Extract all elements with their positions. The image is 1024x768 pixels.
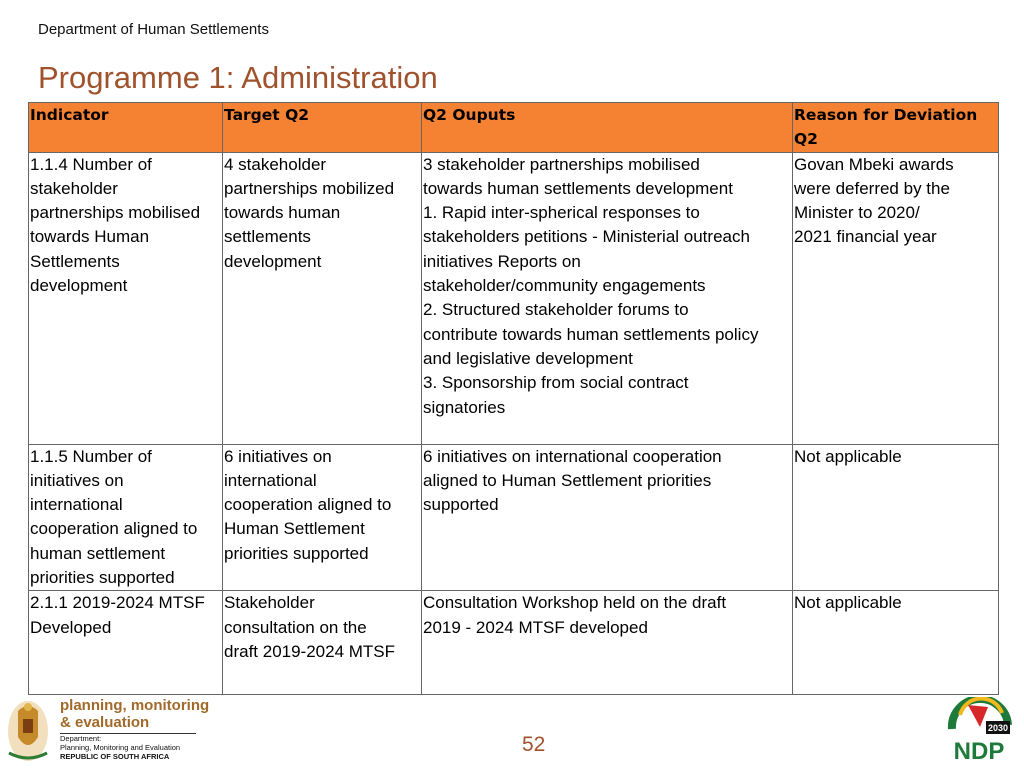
cell-line: signatories xyxy=(423,397,506,417)
cell-line: stakeholder xyxy=(30,178,118,198)
cell-line: 2.1.1 2019-2024 MTSF xyxy=(30,593,205,613)
cell-line: human settlement xyxy=(30,543,166,563)
cell-line: stakeholder/community engagements xyxy=(423,276,706,296)
cell-line: 1.1.5 Number of xyxy=(30,446,152,466)
cell-line: initiatives on xyxy=(30,470,124,490)
slide-title: Programme 1: Administration xyxy=(38,60,438,95)
programme-table xyxy=(28,102,999,695)
cell-target xyxy=(223,152,422,444)
cell-line: priorities supported xyxy=(30,568,175,588)
header-line: Reason for Deviation xyxy=(794,106,978,124)
cell-line: 3. Sponsorship from social contract xyxy=(423,373,689,393)
logo-title-line: & evaluation xyxy=(60,714,150,731)
cell-line: partnerships mobilized xyxy=(224,178,395,198)
cell-line: Not applicable xyxy=(794,593,902,613)
column-header-indicator: Indicator xyxy=(29,103,223,153)
cell-line: international xyxy=(224,470,317,490)
cell-line: contribute towards human settlements policy xyxy=(423,324,759,344)
column-header-target: Target Q2 xyxy=(223,103,422,153)
table-row xyxy=(29,444,999,591)
cell-line: Human Settlement xyxy=(224,519,365,539)
cell-line: Consultation Workshop held on the draft xyxy=(423,593,727,613)
cell-line: 6 initiatives on international cooperation xyxy=(423,446,722,466)
cell-outputs xyxy=(422,152,793,444)
table-row xyxy=(29,152,999,444)
logo-sub-line: Planning, Monitoring and Evaluation xyxy=(60,743,181,752)
pme-logo-subtitle xyxy=(60,734,180,761)
cell-indicator xyxy=(29,444,223,591)
cell-reason xyxy=(793,152,999,444)
cell-line: aligned to Human Settlement priorities xyxy=(423,470,712,490)
cell-line: Govan Mbeki awards xyxy=(794,154,954,174)
cell-line: Stakeholder xyxy=(224,593,315,613)
cell-line: development xyxy=(30,276,128,296)
cell-line: and legislative development xyxy=(423,348,633,368)
cell-line: 3 stakeholder partnerships mobilised xyxy=(423,154,700,174)
cell-line: partnerships mobilised xyxy=(30,203,201,223)
cell-indicator xyxy=(29,591,223,695)
cell-reason xyxy=(793,591,999,695)
cell-line: Not applicable xyxy=(794,446,902,466)
cell-line: were deferred by the xyxy=(794,178,950,198)
cell-line: Minister to 2020/ xyxy=(794,203,920,223)
cell-line: initiatives Reports on xyxy=(423,251,581,271)
cell-line: towards Human xyxy=(30,227,150,247)
cell-outputs xyxy=(422,591,793,695)
cell-line: towards human xyxy=(224,203,341,223)
logo-sub-line: Department: xyxy=(60,734,102,743)
cell-line: 1. Rapid inter-spherical responses to xyxy=(423,203,700,223)
cell-line: 4 stakeholder xyxy=(224,154,327,174)
cell-target xyxy=(223,444,422,591)
ndp-text: NDP xyxy=(953,738,1005,763)
logo-sub-line: REPUBLIC OF SOUTH AFRICA xyxy=(60,752,170,761)
column-header-outputs: Q2 Ouputs xyxy=(422,103,793,153)
cell-line: 2021 financial year xyxy=(794,227,937,247)
cell-line: settlements xyxy=(224,227,311,247)
pme-logo-title xyxy=(60,697,209,731)
cell-line: 1.1.4 Number of xyxy=(30,154,152,174)
header-line: Q2 xyxy=(794,130,818,149)
cell-line: 6 initiatives on xyxy=(224,446,332,466)
cell-reason xyxy=(793,444,999,591)
table-row xyxy=(29,591,999,695)
cell-line: development xyxy=(224,251,322,271)
cell-target xyxy=(223,591,422,695)
ndp-year: 2030 xyxy=(987,723,1009,733)
cell-line: priorities supported xyxy=(224,543,369,563)
cell-line: international xyxy=(30,495,123,515)
page-number: 52 xyxy=(522,733,546,756)
cell-line: cooperation aligned to xyxy=(30,519,198,539)
cell-outputs xyxy=(422,444,793,591)
cell-line: 2. Structured stakeholder forums to xyxy=(423,300,689,320)
ndp-2030-logo-icon xyxy=(946,697,1014,763)
cell-line: Developed xyxy=(30,617,112,637)
cell-line: supported xyxy=(423,495,499,515)
column-header-reason xyxy=(793,103,999,153)
table-header-row xyxy=(29,103,999,153)
cell-line: Settlements xyxy=(30,251,120,271)
cell-indicator xyxy=(29,152,223,444)
department-header: Department of Human Settlements xyxy=(38,21,269,38)
cell-line: 2019 - 2024 MTSF developed xyxy=(423,617,648,637)
cell-line: towards human settlements development xyxy=(423,178,733,198)
cell-line: draft 2019-2024 MTSF xyxy=(224,641,396,661)
logo-title-line: planning, monitoring xyxy=(60,697,210,714)
cell-line: consultation on the xyxy=(224,617,367,637)
cell-line: cooperation aligned to xyxy=(224,495,392,515)
cell-line: stakeholders petitions - Ministerial outreach xyxy=(423,227,750,247)
